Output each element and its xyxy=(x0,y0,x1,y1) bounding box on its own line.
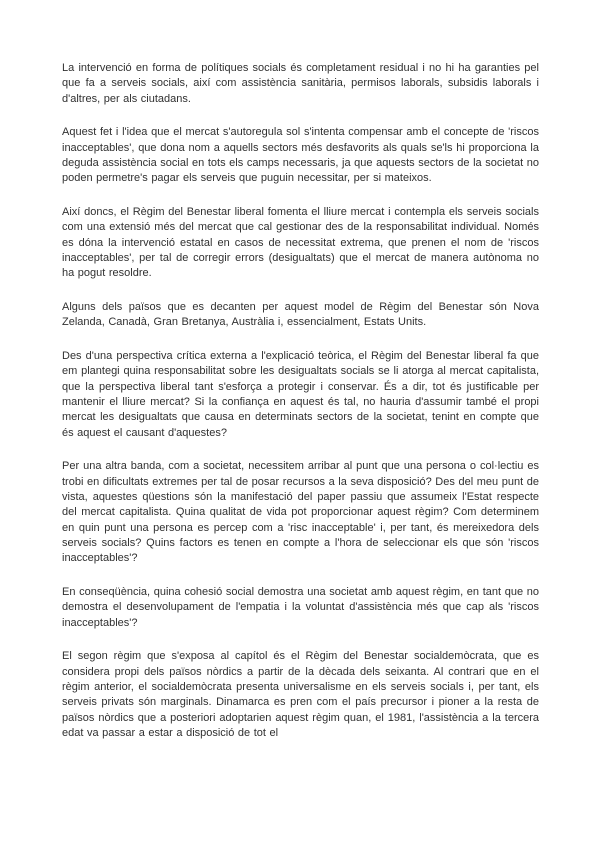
paragraph-2: Aquest fet i l'idea que el mercat s'autoregula sol s'intenta compensar amb el concepte de 'riscos inacceptables', que dona nom a aquells sectors més desfavorits als quals se'ls hi proporciona la deguda assistència social en tots els camps necessaris, ja que aquests sectors de la societat no poden permetre's pagar els serveis que puguin necessitar, per si mateixos. xyxy=(62,126,539,185)
document-text-block xyxy=(62,61,539,741)
paragraph-7: En conseqüència, quina cohesió social demostra una societat amb aquest règim, en tant que no demostra el desenvolupament de l'empatia i la voluntat d'assistència més que cap als 'riscos inacceptables'? xyxy=(62,586,539,629)
paragraph-5: Des d'una perspectiva crítica externa a l'explicació teòrica, el Règim del Benestar liberal fa que em plantegi quina responsabilitat sobre les desigualtats socials se li atorga al mercat capitalista, que la perspectiva liberal tant s'esforça a protegir i conservar. És a dir, tot és justificable per mantenir el lliure mercat? Si la confiança en aquest és tal, no hauria d'assumir també el propi mercat les desigualtats que causa en determinats sectors de la societat, tenint en compte que és aquest el causant d'aquestes? xyxy=(62,350,539,439)
paragraph-3: Així doncs, el Règim del Benestar liberal fomenta el lliure mercat i contempla els serveis socials com una extensió més del mercat que cal gestionar des de la responsabilitat individual. Només es dóna la intervenció estatal en casos de necessitat extrema, que prenen el nom de 'riscos inacceptables', per tal de corregir errors (desigualtats) que el mercat de manera autònoma no ha pogut resoldre. xyxy=(62,206,539,280)
paragraph-1: La intervenció en forma de polítiques socials és completament residual i no hi ha garanties pel que fa a serveis socials, així com assistència sanitària, permisos laborals, subsidis laborals i d'altres, per als ciutadans. xyxy=(62,62,539,105)
paragraph-8: El segon règim que s'exposa al capítol és el Règim del Benestar socialdemòcrata, que es considera propi dels països nòrdics a partir de la dècada dels seixanta. Al contrari que en el règim anterior, el socialdemòcrata presenta universalisme en els serveis socials i, per tant, els serveis privats són marginals. Dinamarca es pren com el país precursor i pioner a la resta de països nòrdics que a posteriori adoptarien aquest règim quan, el 1981, l'assistència a la tercera edat va passar a estar a disposició de tot el xyxy=(62,650,539,739)
paragraph-4: Alguns dels països que es decanten per aquest model de Règim del Benestar són Nova Zelanda, Canadà, Gran Bretanya, Austràlia i, essencialment, Estats Units. xyxy=(62,301,539,329)
paragraph-6: Per una altra banda, com a societat, necessitem arribar al punt que una persona o col·lectiu es trobi en dificultats extremes per tal de posar recursos a la seva disposició? Des del meu punt de vista, aquestes qüestions són la manifestació del paper passiu que assumeix l'Estat respecte del mercat capitalista. Quina qualitat de vida pot proporcionar aquest règim? Com determinem en quin punt una persona es percep com a 'risc inacceptable' i, per tant, és mereixedora dels serveis socials? Quins factors es tenen en compte a l'hora de seleccionar els que són 'riscos inacceptables'? xyxy=(62,460,539,565)
